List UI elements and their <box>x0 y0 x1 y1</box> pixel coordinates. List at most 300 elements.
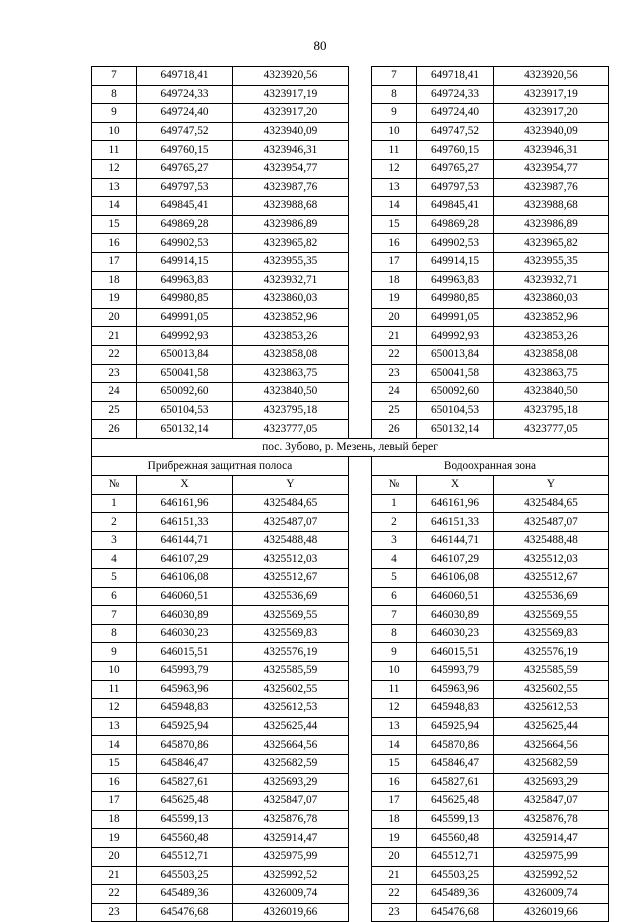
table-row <box>92 345 609 364</box>
x-value: 649980,85 <box>417 290 494 309</box>
column-gap <box>349 847 372 866</box>
table-row <box>92 866 609 885</box>
x-value: 649718,41 <box>137 67 233 86</box>
x-value: 649914,15 <box>417 252 494 271</box>
x-value: 645993,79 <box>417 662 494 681</box>
x-value: 646161,96 <box>417 494 494 513</box>
y-value: 4326009,74 <box>494 885 609 904</box>
point-number: 16 <box>372 773 417 792</box>
point-number: 2 <box>92 513 137 532</box>
point-number: 13 <box>92 178 137 197</box>
y-value: 4325576,19 <box>233 643 349 662</box>
x-value: 649797,53 <box>417 178 494 197</box>
x-value: 649869,28 <box>137 215 233 234</box>
x-value: 649718,41 <box>417 67 494 86</box>
point-number: 7 <box>92 67 137 86</box>
y-value: 4325975,99 <box>233 847 349 866</box>
column-gap <box>349 717 372 736</box>
x-value: 645625,48 <box>417 792 494 811</box>
x-value: 645560,48 <box>417 829 494 848</box>
x-value: 650013,84 <box>417 345 494 364</box>
y-value: 4323777,05 <box>494 420 609 439</box>
y-value: 4325512,67 <box>494 569 609 588</box>
point-number: 6 <box>372 587 417 606</box>
y-value: 4325488,48 <box>494 531 609 550</box>
y-value: 4326019,66 <box>233 903 349 922</box>
point-number: 3 <box>372 531 417 550</box>
y-value: 4323863,75 <box>233 364 349 383</box>
y-value: 4325569,83 <box>494 624 609 643</box>
x-value: 645963,96 <box>137 680 233 699</box>
column-gap <box>349 290 372 309</box>
table-row <box>92 829 609 848</box>
y-value: 4323863,75 <box>494 364 609 383</box>
table-row <box>92 122 609 141</box>
y-value: 4323988,68 <box>233 197 349 216</box>
table-row <box>92 252 609 271</box>
table-row <box>92 624 609 643</box>
x-value: 645846,47 <box>417 754 494 773</box>
table-row <box>92 85 609 104</box>
column-gap <box>349 885 372 904</box>
x-value: 649724,40 <box>137 104 233 123</box>
column-gap <box>349 308 372 327</box>
y-value: 4323917,19 <box>494 85 609 104</box>
table-row <box>92 903 609 922</box>
x-value: 649869,28 <box>417 215 494 234</box>
y-value: 4325488,48 <box>233 531 349 550</box>
point-number: 19 <box>92 829 137 848</box>
column-gap <box>349 234 372 253</box>
x-value: 650104,53 <box>417 401 494 420</box>
y-value: 4323987,76 <box>494 178 609 197</box>
y-value: 4323932,71 <box>233 271 349 290</box>
y-value: 4323852,96 <box>233 308 349 327</box>
x-value: 646144,71 <box>137 531 233 550</box>
x-value: 649963,83 <box>137 271 233 290</box>
y-value: 4323988,68 <box>494 197 609 216</box>
point-number: 16 <box>372 234 417 253</box>
x-value: 649765,27 <box>137 159 233 178</box>
y-value: 4325682,59 <box>233 754 349 773</box>
table-row <box>92 550 609 569</box>
x-value: 645827,61 <box>417 773 494 792</box>
point-number: 7 <box>372 67 417 86</box>
y-value: 4323840,50 <box>494 383 609 402</box>
point-number: 24 <box>92 383 137 402</box>
point-number: 15 <box>372 215 417 234</box>
x-value: 645489,36 <box>417 885 494 904</box>
page-number: 80 <box>313 38 327 53</box>
table-row <box>92 643 609 662</box>
table-row <box>92 401 609 420</box>
point-number: 13 <box>92 717 137 736</box>
x-value: 645512,71 <box>137 847 233 866</box>
point-number: 7 <box>92 606 137 625</box>
y-value: 4325847,07 <box>233 792 349 811</box>
x-value: 649760,15 <box>417 141 494 160</box>
y-value: 4325569,55 <box>494 606 609 625</box>
point-number: 19 <box>372 290 417 309</box>
y-value: 4325585,59 <box>494 662 609 681</box>
column-gap <box>349 829 372 848</box>
y-value: 4323920,56 <box>233 67 349 86</box>
point-number: 11 <box>372 141 417 160</box>
header-x: X <box>417 476 494 495</box>
point-number: 3 <box>92 531 137 550</box>
x-value: 650132,14 <box>417 420 494 439</box>
y-value: 4323920,56 <box>494 67 609 86</box>
y-value: 4323946,31 <box>233 141 349 160</box>
y-value: 4325484,65 <box>233 494 349 513</box>
table-row <box>92 569 609 588</box>
point-number: 12 <box>372 699 417 718</box>
x-value: 646161,96 <box>137 494 233 513</box>
y-value: 4323795,18 <box>494 401 609 420</box>
x-value: 649760,15 <box>137 141 233 160</box>
y-value: 4323777,05 <box>233 420 349 439</box>
top-rows <box>92 67 609 439</box>
x-value: 649991,05 <box>137 308 233 327</box>
point-number: 16 <box>92 773 137 792</box>
x-value: 645476,68 <box>137 903 233 922</box>
y-value: 4325975,99 <box>494 847 609 866</box>
point-number: 24 <box>372 383 417 402</box>
table-row <box>92 494 609 513</box>
point-number: 22 <box>92 345 137 364</box>
x-value: 645599,13 <box>417 810 494 829</box>
x-value: 645870,86 <box>417 736 494 755</box>
column-gap <box>349 699 372 718</box>
point-number: 8 <box>372 85 417 104</box>
column-gap <box>349 810 372 829</box>
header-y: Y <box>494 476 609 495</box>
y-value: 4323852,96 <box>494 308 609 327</box>
table-row <box>92 587 609 606</box>
subtitle-row <box>92 457 609 476</box>
x-value: 649845,41 <box>417 197 494 216</box>
column-gap <box>349 680 372 699</box>
header-y: Y <box>233 476 349 495</box>
x-value: 645870,86 <box>137 736 233 755</box>
column-gap <box>349 327 372 346</box>
x-value: 646060,51 <box>137 587 233 606</box>
point-number: 26 <box>372 420 417 439</box>
table-row <box>92 773 609 792</box>
x-value: 649991,05 <box>417 308 494 327</box>
y-value: 4323795,18 <box>233 401 349 420</box>
x-value: 649724,33 <box>137 85 233 104</box>
right-subtitle: Водоохранная зона <box>372 457 609 476</box>
table-row <box>92 271 609 290</box>
table-row <box>92 754 609 773</box>
table-row <box>92 364 609 383</box>
y-value: 4325585,59 <box>233 662 349 681</box>
point-number: 12 <box>92 699 137 718</box>
x-value: 645846,47 <box>137 754 233 773</box>
y-value: 4325612,53 <box>233 699 349 718</box>
x-value: 649963,83 <box>417 271 494 290</box>
x-value: 646107,29 <box>417 550 494 569</box>
y-value: 4323986,89 <box>494 215 609 234</box>
column-gap <box>349 252 372 271</box>
y-value: 4323858,08 <box>233 345 349 364</box>
point-number: 17 <box>372 252 417 271</box>
y-value: 4326009,74 <box>233 885 349 904</box>
point-number: 21 <box>92 327 137 346</box>
point-number: 19 <box>372 829 417 848</box>
y-value: 4325625,44 <box>233 717 349 736</box>
x-value: 646151,33 <box>417 513 494 532</box>
point-number: 14 <box>92 197 137 216</box>
point-number: 14 <box>92 736 137 755</box>
x-value: 646030,89 <box>417 606 494 625</box>
point-number: 9 <box>372 104 417 123</box>
left-subtitle: Прибрежная защитная полоса <box>92 457 349 476</box>
y-value: 4323917,19 <box>233 85 349 104</box>
column-gap <box>349 215 372 234</box>
table-row <box>92 420 609 439</box>
point-number: 11 <box>92 680 137 699</box>
table-row <box>92 104 609 123</box>
column-gap <box>349 104 372 123</box>
header-x: X <box>137 476 233 495</box>
column-gap <box>349 178 372 197</box>
table-row <box>92 178 609 197</box>
point-number: 8 <box>372 624 417 643</box>
table-row <box>92 215 609 234</box>
point-number: 13 <box>372 717 417 736</box>
x-value: 645476,68 <box>417 903 494 922</box>
y-value: 4323932,71 <box>494 271 609 290</box>
table-row <box>92 513 609 532</box>
point-number: 23 <box>372 903 417 922</box>
x-value: 645503,25 <box>417 866 494 885</box>
y-value: 4325512,03 <box>233 550 349 569</box>
point-number: 14 <box>372 736 417 755</box>
x-value: 649980,85 <box>137 290 233 309</box>
x-value: 650104,53 <box>137 401 233 420</box>
y-value: 4325602,55 <box>233 680 349 699</box>
x-value: 646144,71 <box>417 531 494 550</box>
table-row <box>92 699 609 718</box>
table-row <box>92 847 609 866</box>
point-number: 15 <box>92 754 137 773</box>
column-gap <box>349 85 372 104</box>
table-row <box>92 606 609 625</box>
x-value: 649845,41 <box>137 197 233 216</box>
y-value: 4325682,59 <box>494 754 609 773</box>
x-value: 646106,08 <box>417 569 494 588</box>
point-number: 17 <box>92 792 137 811</box>
x-value: 645489,36 <box>137 885 233 904</box>
y-value: 4323853,26 <box>233 327 349 346</box>
y-value: 4325876,78 <box>494 810 609 829</box>
point-number: 6 <box>92 587 137 606</box>
y-value: 4323954,77 <box>233 159 349 178</box>
coordinates-table <box>91 66 609 922</box>
x-value: 649724,40 <box>417 104 494 123</box>
table-row <box>92 197 609 216</box>
y-value: 4325693,29 <box>233 773 349 792</box>
point-number: 1 <box>92 494 137 513</box>
point-number: 1 <box>372 494 417 513</box>
column-gap <box>349 773 372 792</box>
point-number: 4 <box>372 550 417 569</box>
column-gap <box>349 420 372 439</box>
x-value: 646030,23 <box>417 624 494 643</box>
point-number: 22 <box>372 885 417 904</box>
point-number: 8 <box>92 624 137 643</box>
header-number: № <box>92 476 137 495</box>
table-row <box>92 680 609 699</box>
point-number: 7 <box>372 606 417 625</box>
point-number: 12 <box>92 159 137 178</box>
x-value: 649724,33 <box>417 85 494 104</box>
point-number: 12 <box>372 159 417 178</box>
y-value: 4323840,50 <box>233 383 349 402</box>
y-value: 4323986,89 <box>233 215 349 234</box>
point-number: 4 <box>92 550 137 569</box>
point-number: 20 <box>372 308 417 327</box>
point-number: 15 <box>372 754 417 773</box>
point-number: 18 <box>372 810 417 829</box>
table-row <box>92 662 609 681</box>
y-value: 4323858,08 <box>494 345 609 364</box>
x-value: 649765,27 <box>417 159 494 178</box>
x-value: 650092,60 <box>137 383 233 402</box>
x-value: 646015,51 <box>137 643 233 662</box>
y-value: 4325876,78 <box>233 810 349 829</box>
column-gap <box>349 476 372 495</box>
column-gap <box>349 736 372 755</box>
x-value: 650092,60 <box>417 383 494 402</box>
point-number: 21 <box>372 327 417 346</box>
table-row <box>92 736 609 755</box>
y-value: 4323987,76 <box>233 178 349 197</box>
point-number: 21 <box>372 866 417 885</box>
x-value: 645948,83 <box>137 699 233 718</box>
y-value: 4323955,35 <box>233 252 349 271</box>
y-value: 4323954,77 <box>494 159 609 178</box>
y-value: 4323860,03 <box>494 290 609 309</box>
header-number: № <box>372 476 417 495</box>
y-value: 4325612,53 <box>494 699 609 718</box>
y-value: 4325512,67 <box>233 569 349 588</box>
x-value: 649797,53 <box>137 178 233 197</box>
point-number: 25 <box>92 401 137 420</box>
point-number: 10 <box>372 122 417 141</box>
column-gap <box>349 513 372 532</box>
column-gap <box>349 792 372 811</box>
column-gap <box>349 271 372 290</box>
y-value: 4323955,35 <box>494 252 609 271</box>
y-value: 4325914,47 <box>494 829 609 848</box>
y-value: 4323940,09 <box>233 122 349 141</box>
y-value: 4325847,07 <box>494 792 609 811</box>
x-value: 645503,25 <box>137 866 233 885</box>
x-value: 646060,51 <box>417 587 494 606</box>
column-gap <box>349 624 372 643</box>
x-value: 646106,08 <box>137 569 233 588</box>
y-value: 4323917,20 <box>494 104 609 123</box>
column-gap <box>349 67 372 86</box>
y-value: 4325576,19 <box>494 643 609 662</box>
y-value: 4323860,03 <box>233 290 349 309</box>
y-value: 4325487,07 <box>494 513 609 532</box>
column-gap <box>349 550 372 569</box>
y-value: 4323940,09 <box>494 122 609 141</box>
column-gap <box>349 662 372 681</box>
table-row <box>92 383 609 402</box>
y-value: 4325512,03 <box>494 550 609 569</box>
header-row <box>92 476 609 495</box>
table-row <box>92 290 609 309</box>
y-value: 4325569,55 <box>233 606 349 625</box>
table-row <box>92 159 609 178</box>
table-row <box>92 234 609 253</box>
x-value: 645925,94 <box>137 717 233 736</box>
y-value: 4323946,31 <box>494 141 609 160</box>
table-row <box>92 308 609 327</box>
y-value: 4325992,52 <box>233 866 349 885</box>
x-value: 649992,93 <box>417 327 494 346</box>
column-gap <box>349 159 372 178</box>
column-gap <box>349 531 372 550</box>
y-value: 4325625,44 <box>494 717 609 736</box>
section-row <box>92 438 609 457</box>
point-number: 18 <box>92 271 137 290</box>
point-number: 9 <box>372 643 417 662</box>
point-number: 23 <box>92 903 137 922</box>
point-number: 5 <box>92 569 137 588</box>
column-gap <box>349 401 372 420</box>
y-value: 4325536,69 <box>233 587 349 606</box>
point-number: 22 <box>372 345 417 364</box>
section-title: пос. Зубово, р. Мезень, левый берег <box>92 438 609 457</box>
table-row <box>92 717 609 736</box>
column-gap <box>349 903 372 922</box>
point-number: 19 <box>92 290 137 309</box>
y-value: 4325484,65 <box>494 494 609 513</box>
point-number: 17 <box>372 792 417 811</box>
point-number: 10 <box>92 662 137 681</box>
x-value: 645963,96 <box>417 680 494 699</box>
table-row <box>92 792 609 811</box>
point-number: 5 <box>372 569 417 588</box>
x-value: 645827,61 <box>137 773 233 792</box>
column-gap <box>349 569 372 588</box>
x-value: 650041,58 <box>417 364 494 383</box>
point-number: 18 <box>372 271 417 290</box>
x-value: 646030,23 <box>137 624 233 643</box>
y-value: 4325536,69 <box>494 587 609 606</box>
y-value: 4325487,07 <box>233 513 349 532</box>
y-value: 4325569,83 <box>233 624 349 643</box>
y-value: 4323965,82 <box>233 234 349 253</box>
point-number: 26 <box>92 420 137 439</box>
y-value: 4325664,56 <box>233 736 349 755</box>
bottom-rows <box>92 494 609 922</box>
x-value: 649914,15 <box>137 252 233 271</box>
point-number: 11 <box>372 680 417 699</box>
y-value: 4323965,82 <box>494 234 609 253</box>
y-value: 4323853,26 <box>494 327 609 346</box>
x-value: 645948,83 <box>417 699 494 718</box>
table-row <box>92 67 609 86</box>
column-gap <box>349 364 372 383</box>
y-value: 4325693,29 <box>494 773 609 792</box>
